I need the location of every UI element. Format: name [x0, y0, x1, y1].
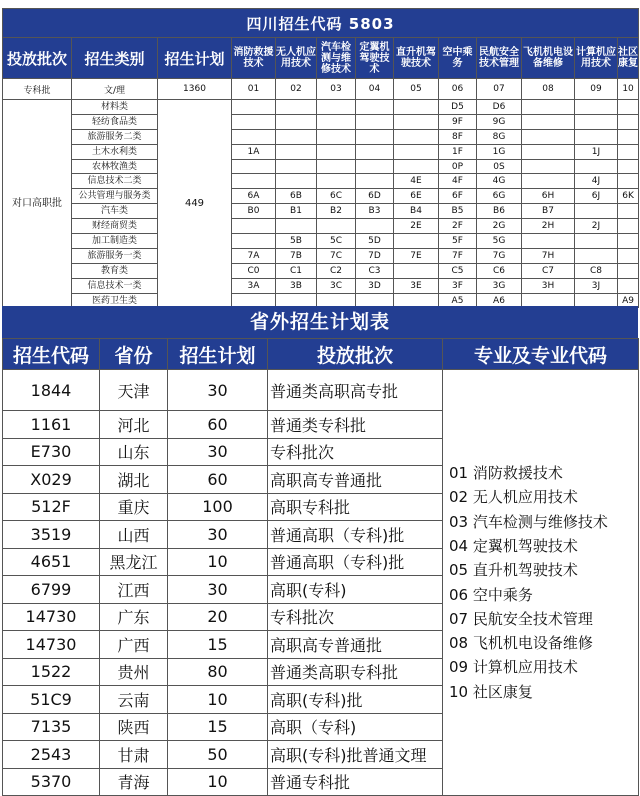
province-cell: 广东 — [100, 603, 168, 631]
province-cell: 云南 — [100, 686, 168, 714]
major-item: 07 民航安全技术管理 — [449, 609, 593, 628]
code-cell: 3G — [477, 278, 522, 293]
code-cell: 7G — [477, 248, 522, 263]
code-cell: 6J — [575, 189, 618, 204]
plan-cell: 60 — [168, 466, 268, 494]
major-item: 09 计算机应用技术 — [449, 658, 578, 677]
code-cell — [276, 100, 317, 115]
code-cell — [232, 114, 276, 129]
code-cell — [394, 234, 439, 249]
code-cell — [618, 114, 639, 129]
code-cell: 1844 — [3, 370, 100, 411]
batch-cell: 专科批 — [3, 79, 72, 100]
code-cell — [317, 159, 356, 174]
duikou-row — [3, 114, 639, 129]
batch-cell: 高职（专科) — [268, 713, 443, 741]
code-cell — [232, 234, 276, 249]
code-cell: 3H — [522, 278, 575, 293]
code-cell: 2543 — [3, 741, 100, 769]
code-cell: C3 — [356, 263, 394, 278]
batch-cell: 高职高专普通批 — [268, 466, 443, 494]
code-cell: 5370 — [3, 768, 100, 796]
code-cell: 6799 — [3, 576, 100, 604]
code-cell: 7D — [356, 248, 394, 263]
code-cell — [618, 248, 639, 263]
plan-cell: 100 — [168, 493, 268, 521]
code-cell: 0S — [477, 159, 522, 174]
plan-cell: 15 — [168, 713, 268, 741]
code-cell: 2F — [439, 219, 477, 234]
header-major: 直升机驾驶技术 — [394, 38, 439, 79]
code-cell — [575, 234, 618, 249]
code-cell: 3C — [317, 278, 356, 293]
code-cell: 1522 — [3, 658, 100, 686]
code-cell — [522, 159, 575, 174]
code-cell — [356, 114, 394, 129]
code-cell — [317, 100, 356, 115]
outside-plan-table — [2, 338, 639, 796]
code-cell: 8F — [439, 129, 477, 144]
province-cell: 山西 — [100, 521, 168, 549]
code-cell — [394, 159, 439, 174]
code-cell — [575, 114, 618, 129]
category-cell: 信息技术二类 — [72, 174, 158, 189]
category-cell: 信息技术一类 — [72, 278, 158, 293]
header-major: 计算机应用技术 — [575, 38, 618, 79]
sichuan-table — [2, 8, 639, 308]
code-cell: B3 — [356, 204, 394, 219]
column-header: 投放批次 — [268, 339, 443, 370]
code-cell — [276, 219, 317, 234]
code-cell: 7B — [276, 248, 317, 263]
code-cell: B5 — [439, 204, 477, 219]
code-cell: 6D — [356, 189, 394, 204]
code-cell: 6B — [276, 189, 317, 204]
plan-cell: 20 — [168, 603, 268, 631]
province-cell: 山东 — [100, 438, 168, 466]
code-cell: 4G — [477, 174, 522, 189]
batch-cell: 高职(专科)批普通文理 — [268, 741, 443, 769]
code-cell: 06 — [439, 79, 477, 100]
code-cell: 9F — [439, 114, 477, 129]
category-cell: 加工制造类 — [72, 234, 158, 249]
duikou-row — [3, 278, 639, 293]
code-cell: 5G — [477, 234, 522, 249]
code-cell — [522, 144, 575, 159]
code-cell: A9 — [618, 293, 639, 308]
code-cell — [575, 248, 618, 263]
province-cell: 广西 — [100, 631, 168, 659]
title-row — [3, 9, 639, 38]
header-major: 消防救援技术 — [232, 38, 276, 79]
duikou-row — [3, 100, 639, 115]
duikou-row — [3, 234, 639, 249]
code-cell: 6G — [477, 189, 522, 204]
category-cell: 医药卫生类 — [72, 293, 158, 308]
code-cell: 2H — [522, 219, 575, 234]
code-cell: C0 — [232, 263, 276, 278]
code-cell: X029 — [3, 466, 100, 494]
header-major: 飞机机电设备维修 — [522, 38, 575, 79]
code-cell: D5 — [439, 100, 477, 115]
major-item: 06 空中乘务 — [449, 585, 533, 604]
category-cell: 财经商贸类 — [72, 219, 158, 234]
code-cell: D6 — [477, 100, 522, 115]
code-cell: 7C — [317, 248, 356, 263]
code-cell — [618, 204, 639, 219]
code-cell: 6K — [618, 189, 639, 204]
plan-cell: 30 — [168, 576, 268, 604]
category-cell: 旅游服务二类 — [72, 129, 158, 144]
province-cell: 青海 — [100, 768, 168, 796]
code-cell: B0 — [232, 204, 276, 219]
code-cell: 14730 — [3, 631, 100, 659]
code-cell — [317, 174, 356, 189]
code-cell — [356, 159, 394, 174]
code-cell: A6 — [477, 293, 522, 308]
major-item: 04 定翼机驾驶技术 — [449, 536, 578, 555]
code-cell: 2J — [575, 219, 618, 234]
code-cell: 09 — [575, 79, 618, 100]
code-cell — [522, 114, 575, 129]
duikou-row — [3, 248, 639, 263]
code-cell — [276, 114, 317, 129]
code-cell: 02 — [276, 79, 317, 100]
code-cell — [618, 278, 639, 293]
zhuanke-row — [3, 79, 639, 100]
batch-cell: 高职(专科) — [268, 576, 443, 604]
header-major: 社区康复 — [618, 38, 639, 79]
code-cell — [618, 263, 639, 278]
batch-cell: 普通类高职高专批 — [268, 370, 443, 411]
header-row — [3, 339, 639, 370]
code-cell: 1A — [232, 144, 276, 159]
plan-cell: 50 — [168, 741, 268, 769]
code-cell: 3F — [439, 278, 477, 293]
sichuan-title: 四川招生代码 5803 — [3, 9, 639, 38]
code-cell: 0P — [439, 159, 477, 174]
code-cell: 512F — [3, 493, 100, 521]
code-cell: 5D — [356, 234, 394, 249]
code-cell: 07 — [477, 79, 522, 100]
header-batch: 投放批次 — [3, 38, 72, 79]
code-cell: 6H — [522, 189, 575, 204]
plan-cell: 30 — [168, 370, 268, 411]
plan-cell: 10 — [168, 768, 268, 796]
code-cell — [575, 159, 618, 174]
header-major: 无人机应用技术 — [276, 38, 317, 79]
plan-cell: 30 — [168, 438, 268, 466]
province-cell: 重庆 — [100, 493, 168, 521]
code-cell: 2G — [477, 219, 522, 234]
code-cell: 1G — [477, 144, 522, 159]
code-cell: 05 — [394, 79, 439, 100]
duikou-row — [3, 174, 639, 189]
code-cell: 3B — [276, 278, 317, 293]
duikou-row — [3, 129, 639, 144]
batch-cell: 普通类高职专科批 — [268, 658, 443, 686]
code-cell: B4 — [394, 204, 439, 219]
category-cell: 农林牧渔类 — [72, 159, 158, 174]
code-cell: 4651 — [3, 548, 100, 576]
province-cell: 江西 — [100, 576, 168, 604]
duikou-row — [3, 263, 639, 278]
duikou-row — [3, 219, 639, 234]
header-major: 定翼机驾驶技术 — [356, 38, 394, 79]
column-header: 招生计划 — [168, 339, 268, 370]
code-cell — [618, 129, 639, 144]
plan-cell: 80 — [168, 658, 268, 686]
code-cell — [618, 159, 639, 174]
header-plan: 招生计划 — [158, 38, 232, 79]
code-cell — [575, 129, 618, 144]
duikou-row — [3, 159, 639, 174]
code-cell — [618, 219, 639, 234]
category-cell: 教育类 — [72, 263, 158, 278]
code-cell: A5 — [439, 293, 477, 308]
duikou-row — [3, 189, 639, 204]
batch-cell: 高职(专科)批 — [268, 686, 443, 714]
code-cell — [618, 144, 639, 159]
code-cell: 2E — [394, 219, 439, 234]
major-item: 03 汽车检测与维修技术 — [449, 512, 608, 531]
province-row — [3, 370, 639, 411]
code-cell: 3J — [575, 278, 618, 293]
code-cell — [232, 219, 276, 234]
code-cell — [618, 100, 639, 115]
major-list — [443, 370, 639, 796]
code-cell — [356, 174, 394, 189]
code-cell — [522, 174, 575, 189]
code-cell: 3A — [232, 278, 276, 293]
code-cell: 04 — [356, 79, 394, 100]
code-cell — [522, 129, 575, 144]
code-cell: 10 — [618, 79, 639, 100]
code-cell — [356, 129, 394, 144]
code-cell: 4F — [439, 174, 477, 189]
code-cell: C7 — [522, 263, 575, 278]
code-cell — [317, 114, 356, 129]
category-cell: 文/理 — [72, 79, 158, 100]
code-cell: 4J — [575, 174, 618, 189]
plan-cell: 10 — [168, 548, 268, 576]
category-cell: 旅游服务一类 — [72, 248, 158, 263]
code-cell: 03 — [317, 79, 356, 100]
header-major: 汽车检测与维修技术 — [317, 38, 356, 79]
batch-cell: 高职高专普通批 — [268, 631, 443, 659]
major-item: 10 社区康复 — [449, 682, 533, 701]
code-cell — [232, 174, 276, 189]
province-cell: 贵州 — [100, 658, 168, 686]
code-cell: 5B — [276, 234, 317, 249]
province-cell: 甘肃 — [100, 741, 168, 769]
code-cell: 5F — [439, 234, 477, 249]
code-cell: 7135 — [3, 713, 100, 741]
code-cell: 08 — [522, 79, 575, 100]
code-cell: 51C9 — [3, 686, 100, 714]
code-cell: 1161 — [3, 411, 100, 439]
code-cell: 9G — [477, 114, 522, 129]
column-header: 省份 — [100, 339, 168, 370]
code-cell — [317, 144, 356, 159]
code-cell: 14730 — [3, 603, 100, 631]
code-cell — [394, 100, 439, 115]
major-item: 02 无人机应用技术 — [449, 488, 578, 507]
category-cell: 材料类 — [72, 100, 158, 115]
duikou-row — [3, 144, 639, 159]
column-header: 专业及专业代码 — [443, 339, 639, 370]
major-item: 08 飞机机电设备维修 — [449, 634, 593, 653]
plan-cell: 30 — [168, 521, 268, 549]
code-cell: C2 — [317, 263, 356, 278]
province-cell: 河北 — [100, 411, 168, 439]
code-cell: 3D — [356, 278, 394, 293]
code-cell: 7H — [522, 248, 575, 263]
category-cell: 公共管理与服务类 — [72, 189, 158, 204]
code-cell: B2 — [317, 204, 356, 219]
plan-cell: 60 — [168, 411, 268, 439]
code-cell: 6F — [439, 189, 477, 204]
code-cell: 8G — [477, 129, 522, 144]
code-cell — [276, 144, 317, 159]
duikou-row — [3, 204, 639, 219]
category-cell: 汽车类 — [72, 204, 158, 219]
province-cell: 湖北 — [100, 466, 168, 494]
code-cell — [394, 129, 439, 144]
plan-cell: 10 — [168, 686, 268, 714]
plan-cell: 449 — [158, 100, 232, 308]
code-cell — [356, 100, 394, 115]
code-cell: C5 — [439, 263, 477, 278]
code-cell: 1F — [439, 144, 477, 159]
code-cell — [276, 174, 317, 189]
code-cell — [317, 219, 356, 234]
code-cell: 3E — [394, 278, 439, 293]
batch-cell: 高职专科批 — [268, 493, 443, 521]
code-cell: B6 — [477, 204, 522, 219]
code-cell: 3519 — [3, 521, 100, 549]
code-cell — [232, 129, 276, 144]
header-major: 民航安全技术管理 — [477, 38, 522, 79]
major-item: 01 消防救援技术 — [449, 464, 563, 483]
code-cell: 6C — [317, 189, 356, 204]
code-cell — [276, 159, 317, 174]
batch-cell: 专科批次 — [268, 603, 443, 631]
major-item: 05 直升机驾驶技术 — [449, 561, 578, 580]
code-cell: 7A — [232, 248, 276, 263]
code-cell — [356, 219, 394, 234]
header-category: 招生类别 — [72, 38, 158, 79]
code-cell — [522, 234, 575, 249]
batch-cell: 专科批次 — [268, 438, 443, 466]
code-cell: 4E — [394, 174, 439, 189]
code-cell — [276, 129, 317, 144]
header-row — [3, 38, 639, 79]
code-cell — [394, 263, 439, 278]
code-cell: B7 — [522, 204, 575, 219]
code-cell — [618, 174, 639, 189]
code-cell: 7E — [394, 248, 439, 263]
code-cell: 7F — [439, 248, 477, 263]
code-cell — [394, 144, 439, 159]
code-cell: 6A — [232, 189, 276, 204]
category-cell: 轻纺食品类 — [72, 114, 158, 129]
code-cell — [522, 100, 575, 115]
code-cell: C1 — [276, 263, 317, 278]
province-cell: 陕西 — [100, 713, 168, 741]
plan-cell: 15 — [168, 631, 268, 659]
code-cell — [356, 144, 394, 159]
code-cell: C6 — [477, 263, 522, 278]
outside-table-title: 省外招生计划表 — [2, 306, 638, 338]
batch-cell: 普通类专科批 — [268, 411, 443, 439]
province-cell: 黑龙江 — [100, 548, 168, 576]
code-cell — [575, 204, 618, 219]
code-cell: C8 — [575, 263, 618, 278]
code-cell — [317, 129, 356, 144]
column-header: 招生代码 — [3, 339, 100, 370]
code-cell: 6E — [394, 189, 439, 204]
code-cell — [232, 100, 276, 115]
code-cell: 5C — [317, 234, 356, 249]
batch-cell: 普通高职（专科)批 — [268, 521, 443, 549]
code-cell: B1 — [276, 204, 317, 219]
plan-cell: 1360 — [158, 79, 232, 100]
batch-cell: 对口高职批 — [3, 100, 72, 308]
code-cell — [575, 100, 618, 115]
code-cell — [618, 234, 639, 249]
code-cell: 01 — [232, 79, 276, 100]
batch-cell: 普通高职（专科)批 — [268, 548, 443, 576]
code-cell: 1J — [575, 144, 618, 159]
province-cell: 天津 — [100, 370, 168, 411]
code-cell: E730 — [3, 438, 100, 466]
code-cell — [394, 114, 439, 129]
code-cell — [232, 159, 276, 174]
header-major: 空中乘务 — [439, 38, 477, 79]
category-cell: 土木水利类 — [72, 144, 158, 159]
batch-cell: 普通专科批 — [268, 768, 443, 796]
